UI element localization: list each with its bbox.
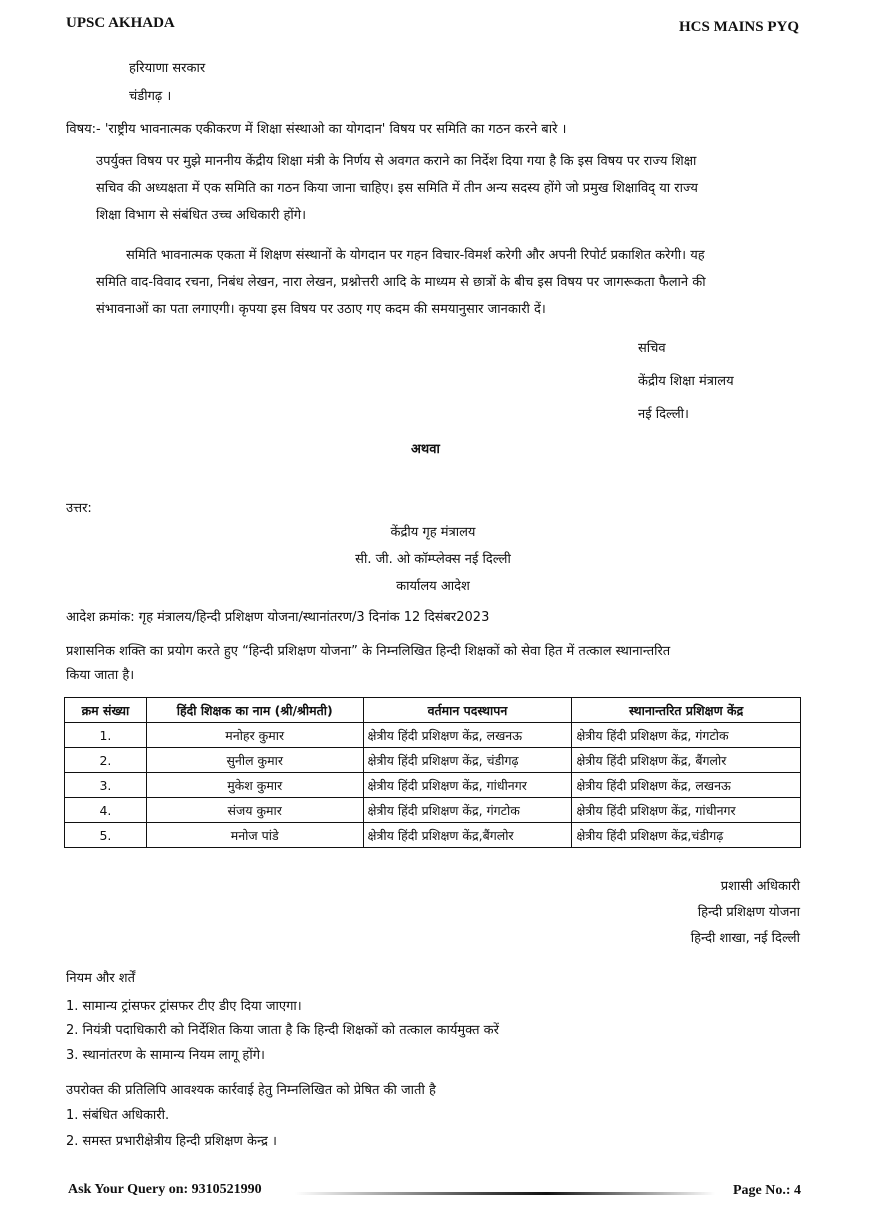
transfer-center-cell: क्षेत्रीय हिंदी प्रशिक्षण केंद्र, गंगटोक: [572, 723, 801, 748]
current-posting-cell: क्षेत्रीय हिंदी प्रशिक्षण केंद्र, लखनऊ: [363, 723, 572, 748]
letter-sign-title: सचिव: [638, 341, 666, 356]
letter-to-line2: चंडीगढ़ ।: [129, 89, 172, 104]
letter-paragraph-1: [96, 148, 800, 229]
order-sign-branch: हिन्दी शाखा, नई दिल्ली: [690, 931, 800, 946]
current-posting-cell: क्षेत्रीय हिंदी प्रशिक्षण केंद्र, गांधीनगर: [363, 773, 572, 798]
column-header: स्थानान्तरित प्रशिक्षण केंद्र: [572, 698, 801, 723]
table-row: [65, 773, 801, 798]
copy-item: 1. संबंधित अधिकारी.: [66, 1108, 170, 1123]
serial-cell: 5.: [65, 823, 147, 848]
teacher-name-cell: सुनील कुमार: [146, 748, 363, 773]
rules-title: नियम और शर्तें: [66, 971, 136, 986]
table-header-row: [65, 698, 801, 723]
order-heading-address: सी. जी. ओ कॉम्प्लेक्स नई दिल्ली: [355, 552, 511, 567]
transfer-center-cell: क्षेत्रीय हिंदी प्रशिक्षण केंद्र, बैंगलोर: [572, 748, 801, 773]
paragraph-line: संभावनाओं का पता लगाएगी। कृपया इस विषय पर उठाए गए कदम की समयानुसार जानकारी दें।: [96, 302, 546, 317]
order-sign-title: प्रशासी अधिकारी: [720, 879, 800, 894]
serial-cell: 1.: [65, 723, 147, 748]
letter-sign-place: नई दिल्ली।: [638, 407, 689, 422]
paragraph-line: समिति वाद-विवाद रचना, निबंध लेखन, नारा लेखन, प्रश्नोत्तरी आदि के माध्यम से छात्रों के बीच इस विषय पर जागरूकता फैलाने की: [96, 275, 706, 290]
rule-item: 1. सामान्य ट्रांसफर ट्रांसफर टीए डीए दिया जाएगा।: [66, 999, 302, 1014]
column-header: वर्तमान पदस्थापन: [363, 698, 572, 723]
teacher-name-cell: संजय कुमार: [146, 798, 363, 823]
teacher-name-cell: मुकेश कुमार: [146, 773, 363, 798]
rule-item: 3. स्थानांतरण के सामान्य नियम लागू होंगे।: [66, 1048, 265, 1063]
table-row: [65, 798, 801, 823]
header-right: HCS MAINS PYQ: [678, 19, 799, 35]
order-heading-title: कार्यालय आदेश: [396, 579, 470, 594]
current-posting-cell: क्षेत्रीय हिंदी प्रशिक्षण केंद्र,बैंगलोर: [363, 823, 572, 848]
table-row: [65, 723, 801, 748]
transfer-center-cell: क्षेत्रीय हिंदी प्रशिक्षण केंद्र, गांधीनगर: [572, 798, 801, 823]
or-label: अथवा: [411, 442, 440, 457]
copy-title: उपरोक्त की प्रतिलिपि आवश्यक कार्रवाई हेतु निम्नलिखित को प्रेषित की जाती है: [66, 1083, 436, 1098]
order-intro-line1: प्रशासनिक शक्ति का प्रयोग करते हुए “हिन्दी प्रशिक्षण योजना” के निम्नलिखित हिन्दी शिक्षकों को सेवा हित में तत्काल स्थानान्तरित: [66, 644, 671, 659]
serial-cell: 3.: [65, 773, 147, 798]
order-intro-line2: किया जाता है।: [66, 668, 135, 683]
current-posting-cell: क्षेत्रीय हिंदी प्रशिक्षण केंद्र, गंगटोक: [363, 798, 572, 823]
order-number: आदेश क्रमांक: गृह मंत्रालय/हिन्दी प्रशिक्षण योजना/स्थानांतरण/3 दिनांक 12 दिसंबर2023: [66, 610, 490, 625]
current-posting-cell: क्षेत्रीय हिंदी प्रशिक्षण केंद्र, चंडीगढ़: [363, 748, 572, 773]
letter-subject: विषय:- 'राष्ट्रीय भावनात्मक एकीकरण में शिक्षा संस्थाओ का योगदान' विषय पर समिति का गठन करने बारे ।: [66, 122, 567, 137]
paragraph-line: शिक्षा विभाग से संबंधित उच्च अधिकारी होंगे।: [96, 208, 307, 223]
table-row: [65, 823, 801, 848]
header-left: UPSC AKHADA: [66, 15, 175, 31]
table-row: [65, 748, 801, 773]
transfer-center-cell: क्षेत्रीय हिंदी प्रशिक्षण केंद्र, लखनऊ: [572, 773, 801, 798]
column-header: हिंदी शिक्षक का नाम (श्री/श्रीमती): [146, 698, 363, 723]
paragraph-line: सचिव की अध्यक्षता में एक समिति का गठन किया जाना चाहिए। इस समिति में तीन अन्य सदस्य होंगे जो प्रमुख शिक्षाविद् या राज्य: [96, 181, 698, 196]
letter-paragraph-2: [96, 242, 800, 323]
serial-cell: 4.: [65, 798, 147, 823]
teacher-name-cell: मनोज पांडे: [146, 823, 363, 848]
footer-divider: [295, 1192, 715, 1195]
order-heading-ministry: केंद्रीय गृह मंत्रालय: [390, 525, 476, 540]
letter-to-line1: हरियाणा सरकार: [129, 61, 206, 76]
serial-cell: 2.: [65, 748, 147, 773]
answer-label: उत्तर:: [66, 501, 92, 516]
footer-query: Ask Your Query on: 9310521990: [68, 1182, 262, 1197]
order-sign-scheme: हिन्दी प्रशिक्षण योजना: [697, 905, 800, 920]
page-number: Page No.: 4: [732, 1183, 801, 1198]
paragraph-line: उपर्युक्त विषय पर मुझे माननीय केंद्रीय शिक्षा मंत्री के निर्णय से अवगत कराने का निर्देश दिया गया है कि इस विषय पर राज्य शिक्षा: [96, 154, 697, 169]
rule-item: 2. नियंत्री पदाधिकारी को निर्देशित किया जाता है कि हिन्दी शिक्षकों को तत्काल कार्यमुक्त करें: [66, 1023, 499, 1038]
transfer-table: [64, 697, 801, 848]
paragraph-line: समिति भावनात्मक एकता में शिक्षण संस्थानों के योगदान पर गहन विचार-विमर्श करेगी और अपनी रिपोर्ट प्रकाशित करेगी। यह: [126, 248, 705, 263]
column-header: क्रम संख्या: [65, 698, 147, 723]
copy-item: 2. समस्त प्रभारीक्षेत्रीय हिन्दी प्रशिक्षण केन्द्र ।: [66, 1134, 277, 1149]
transfer-center-cell: क्षेत्रीय हिंदी प्रशिक्षण केंद्र,चंडीगढ़: [572, 823, 801, 848]
letter-sign-dept: केंद्रीय शिक्षा मंत्रालय: [638, 374, 734, 389]
teacher-name-cell: मनोहर कुमार: [146, 723, 363, 748]
